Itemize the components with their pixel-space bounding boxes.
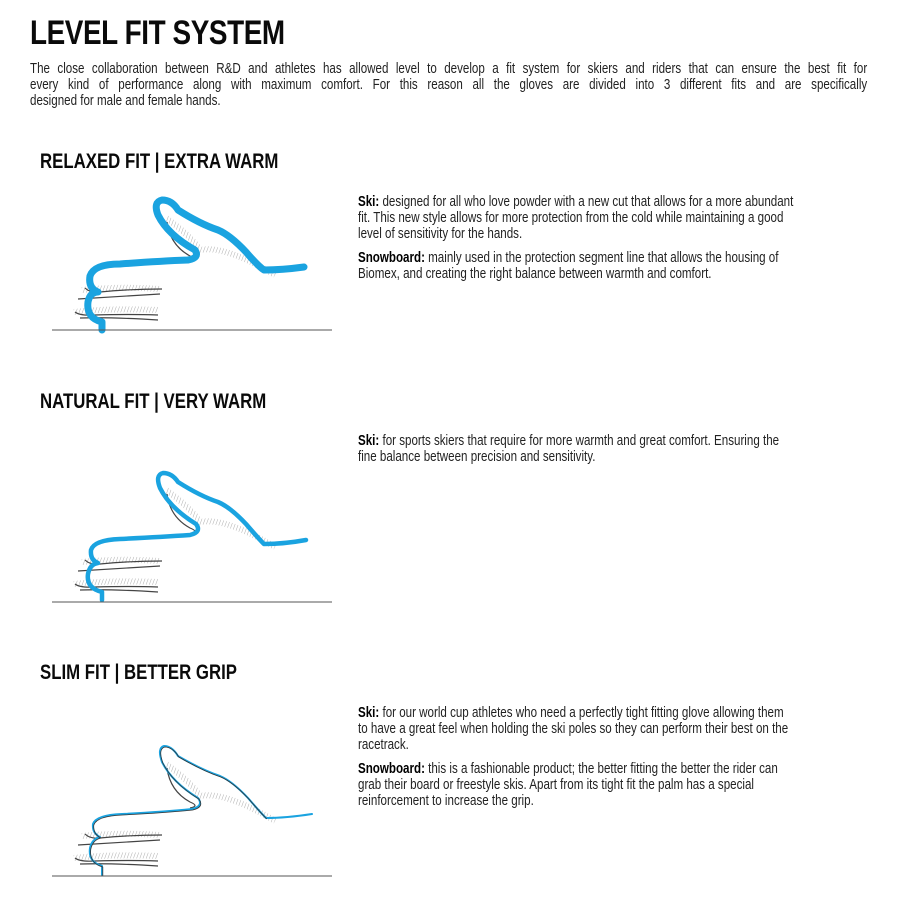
intro-line: every kind of performance along with maximum comfort. For this reason all the gloves are divided into 3 different fits and are specifically <box>30 77 868 93</box>
entry-label: Snowboard: <box>358 250 425 266</box>
section-description-natural-fit <box>358 433 857 473</box>
entry-label: Ski: <box>358 433 380 449</box>
entry-label: Ski: <box>358 194 380 210</box>
hand-outline-icon <box>50 462 335 612</box>
entry-text: grab their board or freestyle skis. Apart from its tight fit the palm has a special <box>358 777 754 793</box>
entry-text: this is a fashionable product; the better fitting the better the rider can <box>424 761 778 777</box>
hand-outline-icon <box>50 736 335 886</box>
entry-text: reinforcement to increase the grip. <box>358 793 534 809</box>
intro-paragraph <box>30 61 867 109</box>
entry-text: fine balance between precision and sensitivity. <box>358 449 596 465</box>
entry-text: racetrack. <box>358 737 409 753</box>
snowboard-entry <box>358 250 857 282</box>
entry-text: fit. This new style allows for more protection from the cold while maintaining a good <box>358 210 784 226</box>
section-heading-slim-fit: SLIM FIT | BETTER GRIP <box>40 661 237 684</box>
entry-label: Ski: <box>358 705 380 721</box>
ski-entry <box>358 194 857 242</box>
section-heading-natural-fit: NATURAL FIT | VERY WARM <box>40 390 267 413</box>
entry-text: to have a great feel when holding the ski poles so they can perform their best on the <box>358 721 789 737</box>
entry-label: Snowboard: <box>358 761 425 777</box>
intro-line: designed for male and female hands. <box>30 93 221 109</box>
entry-text: for sports skiers that require for more warmth and great comfort. Ensuring the <box>379 433 780 449</box>
section-heading-relaxed-fit: RELAXED FIT | EXTRA WARM <box>40 150 279 173</box>
entry-text: level of sensitivity for the hands. <box>358 226 523 242</box>
entry-text: designed for all who love powder with a new cut that allows for a more abundant <box>379 194 794 210</box>
entry-text: for our world cup athletes who need a perfectly tight fitting glove allowing them <box>379 705 784 721</box>
section-description-relaxed-fit <box>358 194 857 290</box>
entry-text: mainly used in the protection segment line that allows the housing of <box>424 250 779 266</box>
section-description-slim-fit <box>358 705 857 817</box>
entry-text: Biomex, and creating the right balance between warmth and comfort. <box>358 266 712 282</box>
ski-entry <box>358 433 857 465</box>
page-title: LEVEL FIT SYSTEM <box>30 14 285 52</box>
ski-entry <box>358 705 857 753</box>
intro-line: The close collaboration between R&D and athletes has allowed level to develop a fit system for skiers and riders that can ensure the best fit for <box>30 61 868 77</box>
hand-outline-icon <box>50 190 335 340</box>
snowboard-entry <box>358 761 857 809</box>
